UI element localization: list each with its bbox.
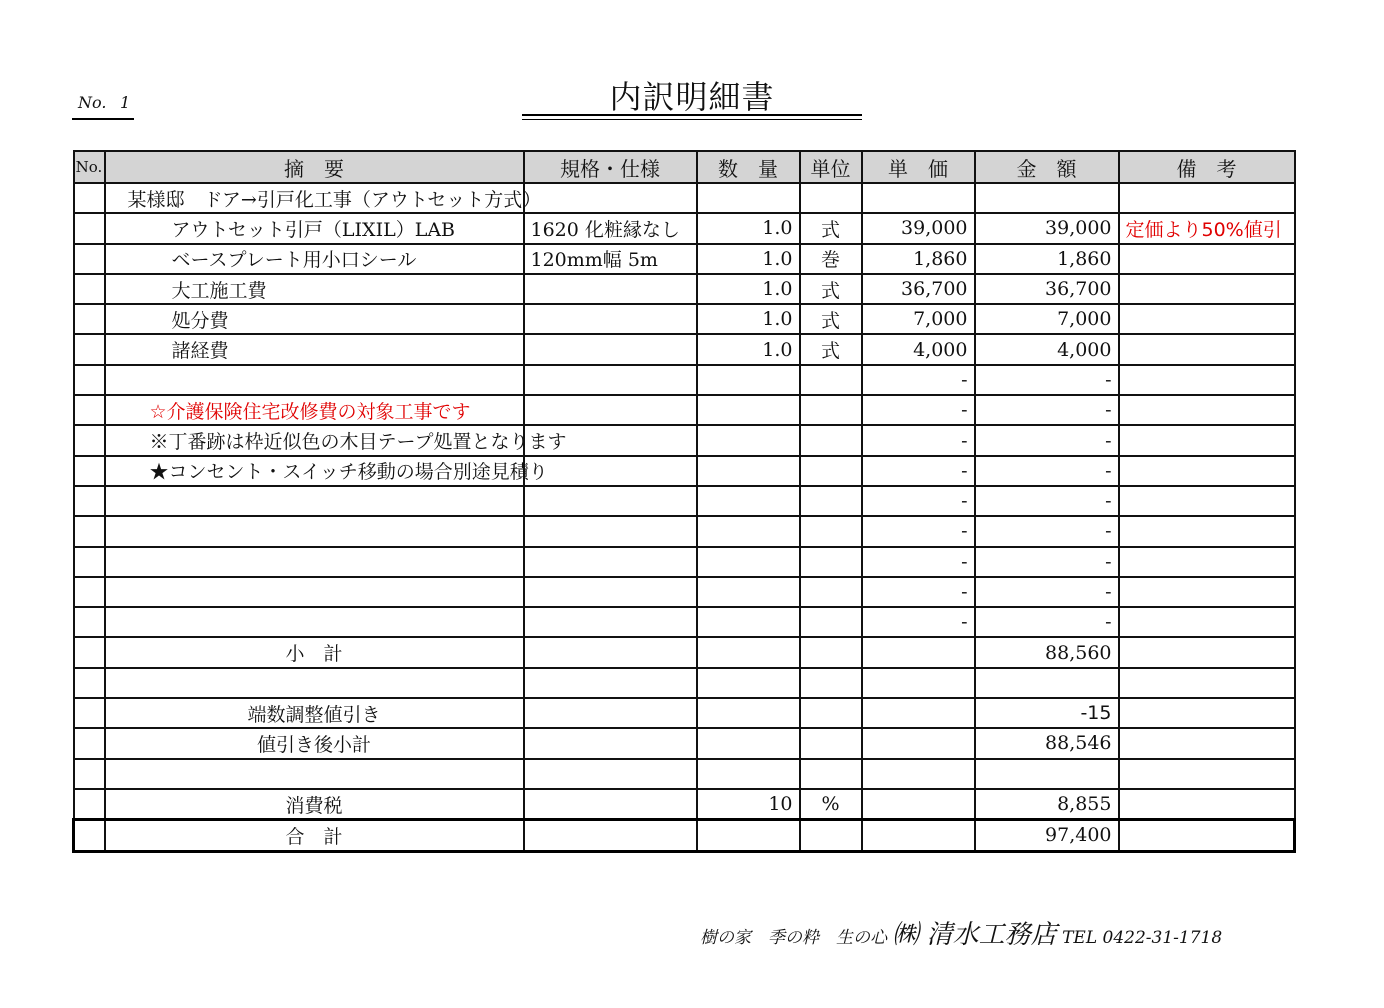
summary-unit: % [800,789,862,820]
row-description: 某様邸 ドア→引戸化工事（アウトセット方式） [105,183,524,213]
row-quantity [697,456,800,486]
table-row [74,365,1295,395]
row-unit-price [862,183,975,213]
row-unit [800,425,862,455]
row-description [105,577,524,607]
summary-unit [800,668,862,698]
row-unit-price: - [862,365,975,395]
table-row [74,213,1295,243]
summary-unit [800,637,862,667]
row-no-cell [74,486,105,516]
row-description: 処分費 [105,304,524,334]
row-unit-price: - [862,607,975,637]
row-spec: 120mm幅 5m [524,244,697,274]
row-notes [1119,365,1295,395]
row-unit-price: 1,860 [862,244,975,274]
row-description: ☆介護保険住宅改修費の対象工事です [105,395,524,425]
table-row [74,486,1295,516]
footer-tagline: 樹の家 季の粋 生の心 [700,928,887,948]
row-no-cell [74,395,105,425]
document-number-value: 1 [120,93,131,112]
row-amount: - [975,395,1119,425]
table-row [74,274,1295,304]
summary-row [74,698,1295,728]
row-notes [1119,547,1295,577]
row-notes: 定価より50%値引 [1119,213,1295,243]
breakdown-table [72,150,1296,853]
summary-unit-price [862,789,975,820]
grand-total-unit-price [862,820,975,851]
row-unit-price: 7,000 [862,304,975,334]
row-amount: - [975,577,1119,607]
table-row [74,607,1295,637]
table-row [74,577,1295,607]
footer-company: ㈱ 清水工務店 [892,920,1057,950]
row-notes [1119,304,1295,334]
table-header-row [74,151,1295,183]
row-amount: 36,700 [975,274,1119,304]
row-amount: 7,000 [975,304,1119,334]
summary-row [74,668,1295,698]
summary-label: 小 計 [105,637,524,667]
summary-unit [800,728,862,758]
table-row [74,547,1295,577]
row-unit [800,547,862,577]
header-unit: 単位 [800,151,862,183]
summary-row [74,789,1295,820]
summary-spec [524,789,697,820]
row-notes [1119,516,1295,546]
summary-amount: 88,546 [975,728,1119,758]
row-quantity: 1.0 [697,334,800,364]
table-row [74,456,1295,486]
summary-unit-price [862,668,975,698]
row-no-cell [74,607,105,637]
footer-tel: TEL 0422-31-1718 [1062,928,1223,948]
table-row [74,516,1295,546]
row-unit [800,516,862,546]
summary-row [74,728,1295,758]
row-amount: - [975,456,1119,486]
row-quantity [697,425,800,455]
summary-spec [524,759,697,789]
grand-total-no-cell [74,820,105,851]
row-unit: 式 [800,213,862,243]
summary-no-cell [74,789,105,820]
row-unit-price: 4,000 [862,334,975,364]
header-description: 摘 要 [105,151,524,183]
title-underline-thin [522,119,862,120]
summary-no-cell [74,728,105,758]
row-amount: - [975,486,1119,516]
row-unit-price: - [862,456,975,486]
row-description [105,607,524,637]
row-quantity: 1.0 [697,304,800,334]
summary-amount: 8,855 [975,789,1119,820]
row-amount: - [975,425,1119,455]
row-amount: - [975,516,1119,546]
table-row [74,244,1295,274]
row-unit [800,183,862,213]
summary-quantity [697,759,800,789]
row-unit-price: - [862,547,975,577]
summary-notes [1119,637,1295,667]
summary-spec [524,668,697,698]
row-no-cell [74,334,105,364]
summary-row [74,759,1295,789]
row-quantity: 1.0 [697,274,800,304]
summary-amount [975,668,1119,698]
summary-notes [1119,728,1295,758]
row-description: ★コンセント・スイッチ移動の場合別途見積り [105,456,524,486]
row-quantity [697,607,800,637]
row-quantity: 1.0 [697,244,800,274]
row-unit-price: - [862,395,975,425]
row-notes [1119,577,1295,607]
row-spec [524,183,697,213]
row-spec [524,304,697,334]
summary-unit [800,759,862,789]
row-no-cell [74,213,105,243]
header-amount: 金 額 [975,151,1119,183]
row-no-cell [74,577,105,607]
summary-spec [524,637,697,667]
row-quantity [697,547,800,577]
row-quantity: 1.0 [697,213,800,243]
row-notes [1119,274,1295,304]
summary-unit-price [862,728,975,758]
row-no-cell [74,425,105,455]
row-amount [975,183,1119,213]
row-unit: 式 [800,304,862,334]
title-underline [522,114,862,116]
row-description [105,516,524,546]
summary-quantity [697,637,800,667]
row-amount: 1,860 [975,244,1119,274]
grand-total-unit [800,820,862,851]
row-description [105,547,524,577]
summary-no-cell [74,698,105,728]
row-spec [524,274,697,304]
row-notes [1119,395,1295,425]
row-unit-price: - [862,577,975,607]
table-row [74,304,1295,334]
grand-total-notes [1119,820,1295,851]
row-unit: 式 [800,274,862,304]
row-unit: 巻 [800,244,862,274]
grand-total-row [74,820,1295,851]
row-unit-price: 39,000 [862,213,975,243]
summary-quantity: 10 [697,789,800,820]
row-notes [1119,607,1295,637]
row-amount: - [975,365,1119,395]
row-no-cell [74,304,105,334]
row-no-cell [74,183,105,213]
summary-quantity [697,728,800,758]
summary-label [105,668,524,698]
row-unit [800,395,862,425]
summary-unit-price [862,698,975,728]
row-description [105,365,524,395]
grand-total-quantity [697,820,800,851]
row-unit-price: - [862,516,975,546]
summary-notes [1119,668,1295,698]
grand-total-amount: 97,400 [975,820,1119,851]
row-quantity [697,395,800,425]
row-quantity [697,486,800,516]
row-no-cell [74,547,105,577]
summary-no-cell [74,637,105,667]
summary-quantity [697,668,800,698]
row-no-cell [74,516,105,546]
summary-spec [524,728,697,758]
row-description: 諸経費 [105,334,524,364]
summary-no-cell [74,668,105,698]
summary-quantity [697,698,800,728]
header-quantity: 数 量 [697,151,800,183]
header-unit-price: 単 価 [862,151,975,183]
row-no-cell [74,365,105,395]
row-unit [800,607,862,637]
summary-no-cell [74,759,105,789]
row-no-cell [74,244,105,274]
row-amount: 39,000 [975,213,1119,243]
row-description: ※丁番跡は枠近似色の木目テープ処置となります [105,425,524,455]
row-spec [524,547,697,577]
row-unit-price: - [862,425,975,455]
row-spec [524,577,697,607]
row-no-cell [74,456,105,486]
summary-unit [800,698,862,728]
summary-label: 端数調整値引き [105,698,524,728]
header-spec: 規格・仕様 [524,151,697,183]
summary-amount: 88,560 [975,637,1119,667]
table-body [74,183,1295,851]
summary-label: 値引き後小計 [105,728,524,758]
document-number-label: No. [78,93,107,112]
row-quantity [697,516,800,546]
row-amount: 4,000 [975,334,1119,364]
row-notes [1119,244,1295,274]
summary-row [74,637,1295,667]
row-notes [1119,334,1295,364]
row-amount: - [975,547,1119,577]
document-number [72,90,134,120]
table-row [74,334,1295,364]
table-row [74,425,1295,455]
row-notes [1119,456,1295,486]
row-spec [524,486,697,516]
header-notes: 備 考 [1119,151,1295,183]
row-spec [524,365,697,395]
row-unit [800,456,862,486]
row-description [105,486,524,516]
row-unit [800,577,862,607]
row-spec [524,334,697,364]
row-description: 大工施工費 [105,274,524,304]
header-no: No. [74,151,105,183]
row-unit: 式 [800,334,862,364]
row-notes [1119,425,1295,455]
row-notes [1119,486,1295,516]
grand-total-spec [524,820,697,851]
document-title: 内訳明細書 [609,78,775,116]
summary-notes [1119,698,1295,728]
grand-total-label: 合 計 [105,820,524,851]
row-unit-price: - [862,486,975,516]
row-notes [1119,183,1295,213]
row-unit [800,365,862,395]
row-spec [524,607,697,637]
summary-unit-price [862,759,975,789]
row-quantity [697,183,800,213]
row-unit [800,486,862,516]
summary-notes [1119,789,1295,820]
row-spec [524,395,697,425]
row-no-cell [74,274,105,304]
row-spec: 1620 化粧縁なし [524,213,697,243]
summary-amount [975,759,1119,789]
row-unit-price: 36,700 [862,274,975,304]
company-footer [700,914,1222,951]
summary-amount: -15 [975,698,1119,728]
summary-label [105,759,524,789]
row-spec [524,516,697,546]
summary-notes [1119,759,1295,789]
row-description: ベースプレート用小口シール [105,244,524,274]
row-amount: - [975,607,1119,637]
table-row [74,395,1295,425]
row-quantity [697,577,800,607]
table-row [74,183,1295,213]
summary-spec [524,698,697,728]
row-description: アウトセット引戸（LIXIL）LAB [105,213,524,243]
row-spec [524,456,697,486]
summary-unit-price [862,637,975,667]
summary-label: 消費税 [105,789,524,820]
row-quantity [697,365,800,395]
